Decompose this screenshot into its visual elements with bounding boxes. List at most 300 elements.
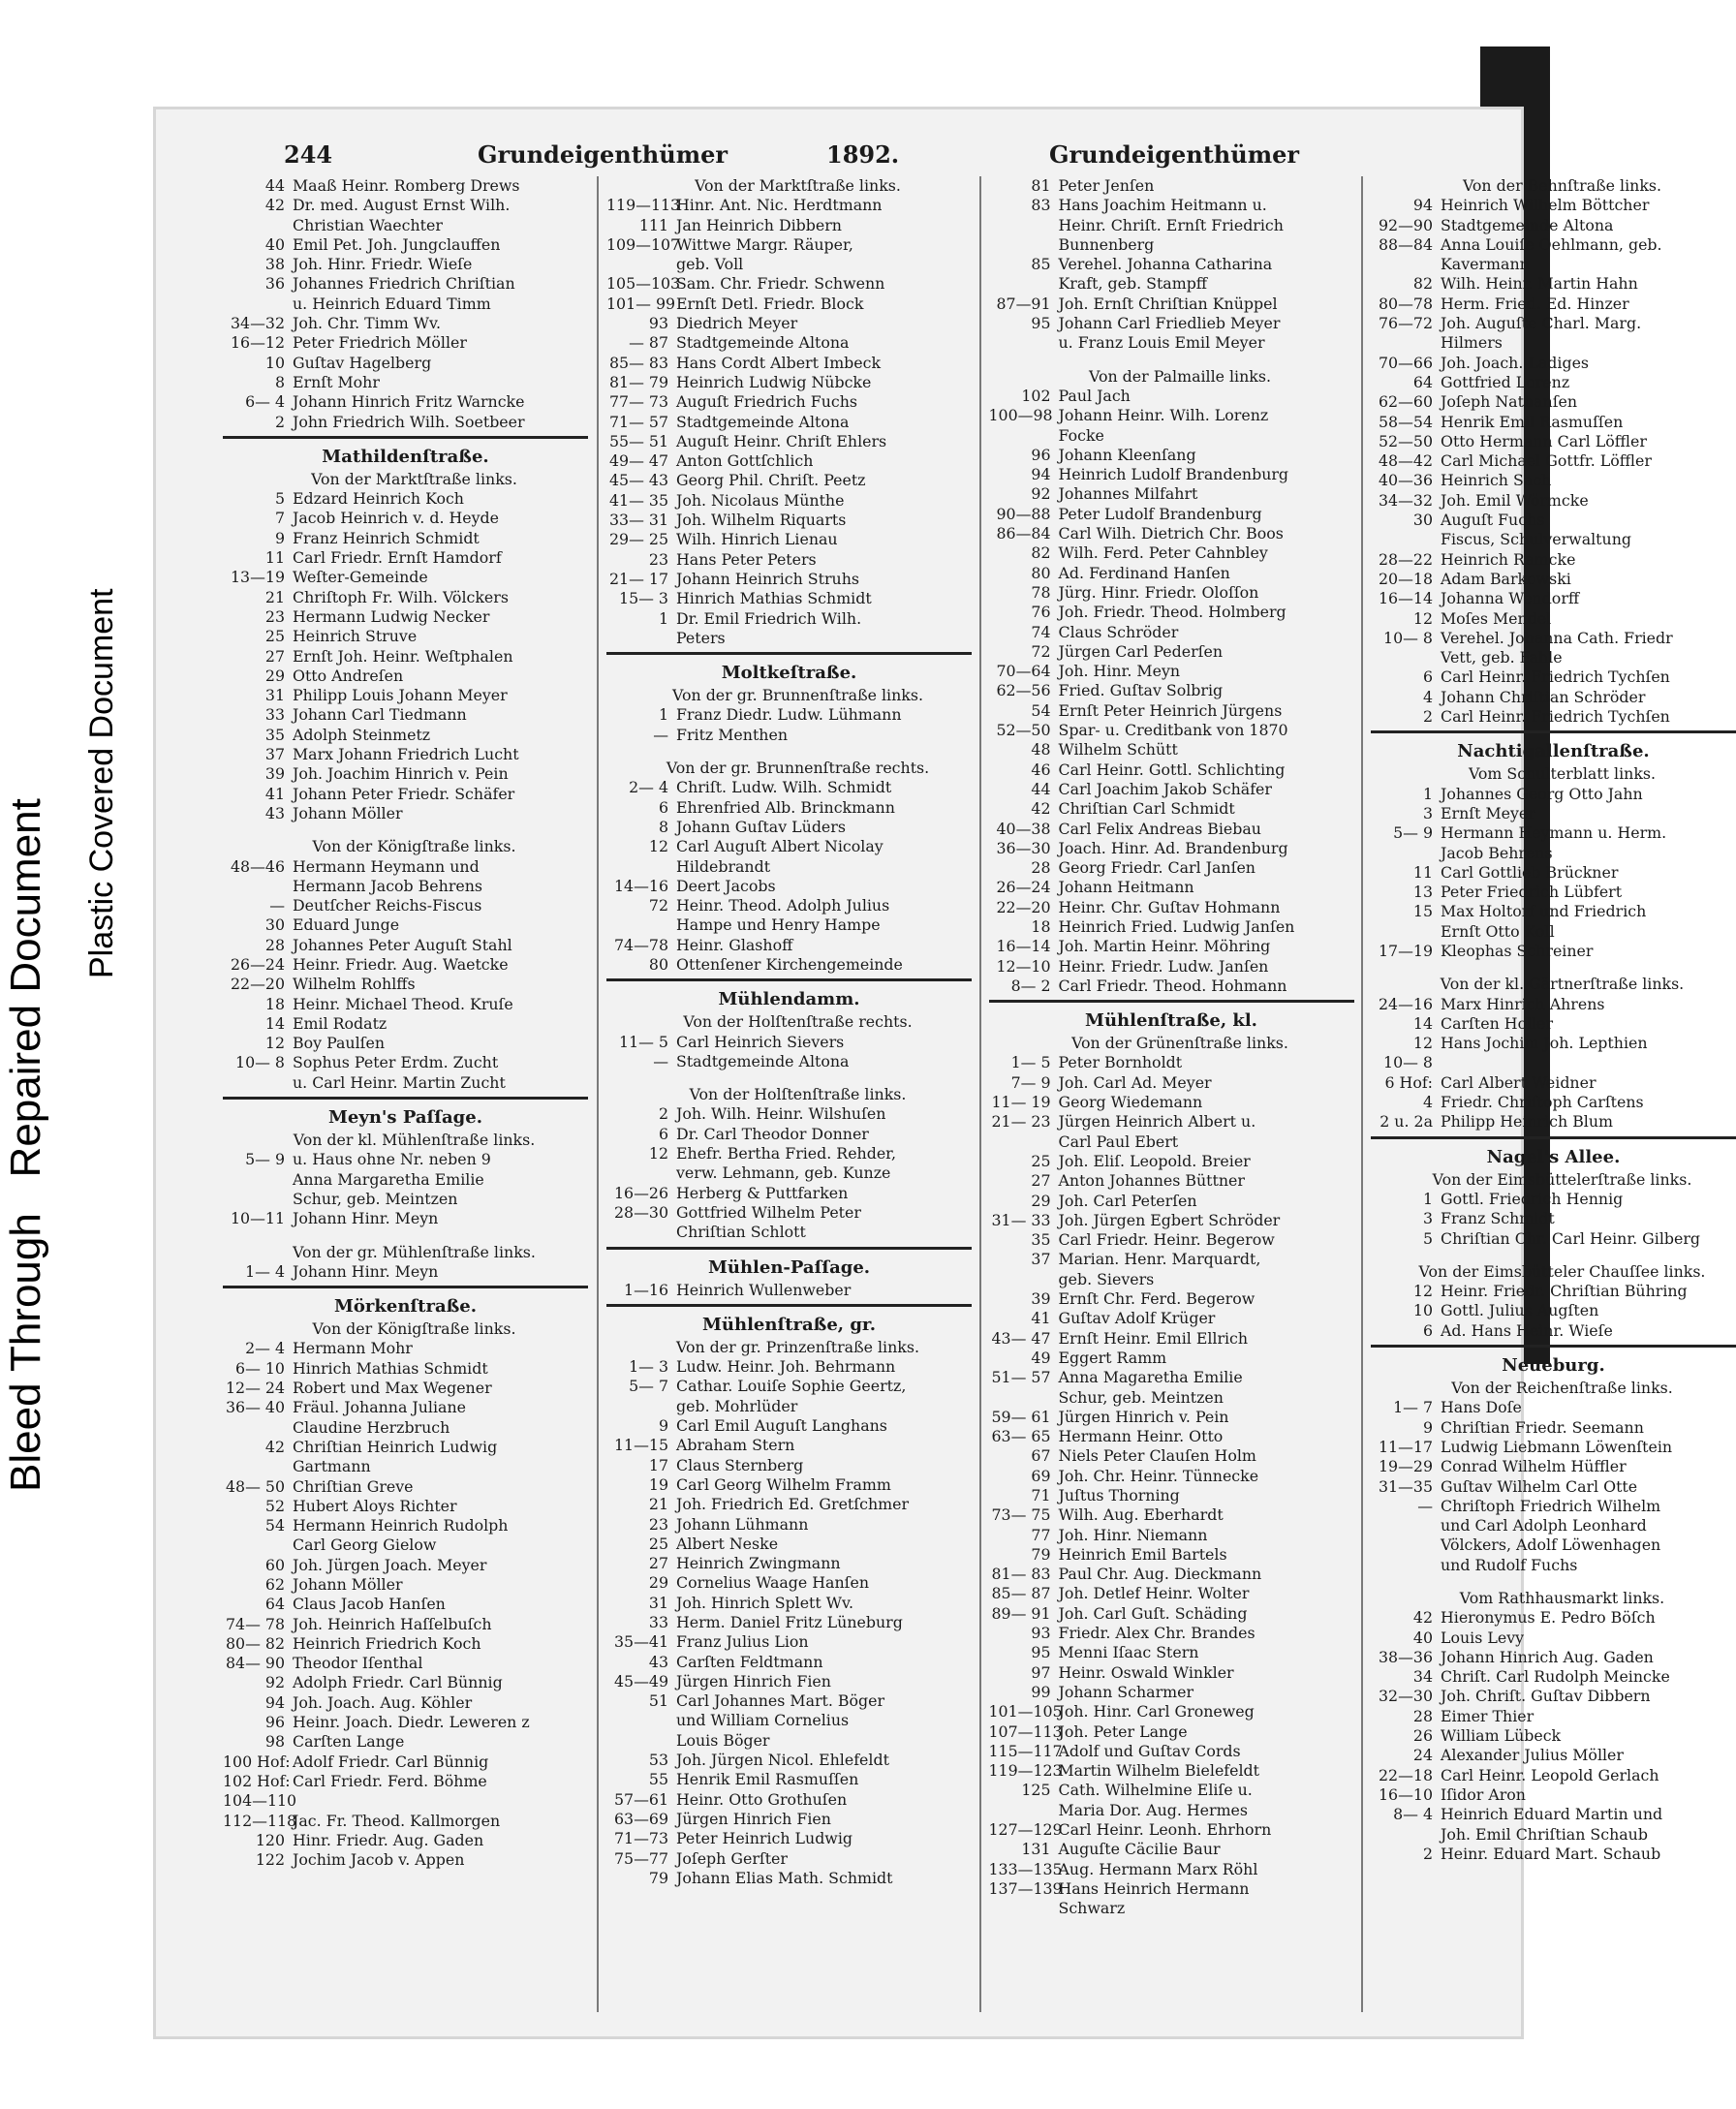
owner-name: Stadtgemeinde Altona — [1441, 215, 1614, 234]
house-number: 49 — [1031, 1348, 1051, 1367]
house-number: 96 — [264, 1713, 285, 1732]
entry-row — [1371, 491, 1736, 511]
entry-row — [1371, 1093, 1736, 1112]
house-number: 40 — [1412, 1628, 1433, 1647]
house-number: 93 — [648, 314, 668, 333]
house-number: 33 — [264, 705, 285, 725]
entry-row — [989, 1683, 1354, 1702]
owner-name: Chriſtian Heinrich Ludwig — [293, 1437, 498, 1456]
entry-row — [989, 333, 1354, 353]
entry-row — [1371, 707, 1736, 727]
owner-name: Sam. Chr. Friedr. Schwenn — [676, 274, 885, 294]
owner-name: Maria Dor. Aug. Hermes — [1058, 1800, 1249, 1819]
entry-row — [606, 1475, 972, 1495]
entry-row — [223, 235, 588, 255]
house-number: 77 — [1031, 1525, 1051, 1544]
entry-row — [989, 1702, 1354, 1721]
owner-name: Carſten Holler — [1441, 1013, 1554, 1033]
house-number: 69 — [1031, 1466, 1051, 1485]
entry-row — [223, 1339, 588, 1358]
owner-name: Carl Heinr. Gottl. Schlichting — [1058, 760, 1286, 779]
owner-name: Peter Jenſen — [1058, 176, 1155, 195]
entry-row — [606, 1033, 972, 1052]
entry-row — [606, 196, 972, 215]
house-number: 21— 17 — [608, 569, 668, 588]
house-number: 5 — [274, 489, 285, 509]
entry-row — [1371, 1556, 1736, 1575]
column-3 — [989, 176, 1354, 1919]
owner-name: Hans Jochim Joh. Lepthien — [1441, 1034, 1648, 1053]
house-number: 98 — [264, 1732, 285, 1752]
house-number: 25 — [648, 1534, 668, 1553]
entry-row — [606, 837, 972, 856]
owner-name: Joh. Jürgen Joach. Meyer — [293, 1555, 487, 1574]
house-number: 2 — [1422, 1844, 1433, 1863]
entry-row — [223, 1457, 588, 1476]
house-number: — 87 — [629, 333, 668, 353]
entry-row — [989, 564, 1354, 583]
entry-row — [606, 1653, 972, 1672]
entry-row — [1371, 1746, 1736, 1765]
house-number: 51 — [648, 1691, 668, 1711]
entry-row — [223, 667, 588, 686]
house-number: 11 — [1412, 862, 1433, 882]
house-number: 1— 5 — [1010, 1053, 1051, 1072]
owner-name: Bunnenberg — [1058, 234, 1155, 254]
house-number — [223, 1457, 293, 1476]
owner-name: Heinrich Wullenweber — [676, 1280, 852, 1299]
owner-name: Herberg & Puttfarken — [676, 1183, 849, 1202]
entry-row — [1371, 413, 1736, 432]
owner-name: Joh. Friedr. Theod. Holmberg — [1058, 603, 1286, 622]
entry-row — [989, 446, 1354, 465]
house-number: 14 — [1412, 1013, 1433, 1033]
entry-row — [1371, 1073, 1736, 1093]
house-number: 35—41 — [614, 1632, 668, 1652]
entry-row — [1371, 1497, 1736, 1516]
entry-row — [1371, 1190, 1736, 1209]
house-number: 34 — [1412, 1667, 1433, 1687]
entry-row — [606, 1052, 972, 1071]
owner-name: Joſeph Gerſter — [676, 1848, 788, 1868]
entry-row — [223, 726, 588, 745]
house-number — [989, 426, 1059, 446]
owner-name: Guſtav Wilhelm Carl Otte — [1441, 1476, 1638, 1496]
owner-name: Stadtgemeinde Altona — [676, 1051, 850, 1070]
owner-name: Louis Levy — [1441, 1628, 1525, 1647]
house-number: 55 — [648, 1770, 668, 1789]
house-number: 22—18 — [1379, 1765, 1433, 1784]
entry-row — [606, 629, 972, 648]
owner-name: Edzard Heinrich Koch — [293, 489, 464, 509]
column-divider — [1361, 176, 1363, 2012]
house-number: 44 — [1031, 779, 1051, 798]
entry-row — [223, 1831, 588, 1850]
plastic-covered-label: Plastic Covered Document — [83, 588, 120, 978]
house-number: 1— 7 — [1393, 1398, 1433, 1417]
house-number: 137—139 — [988, 1878, 1063, 1898]
entry-row — [1371, 1608, 1736, 1628]
entry-row — [1371, 314, 1736, 333]
owner-name: Völckers, Adolf Löwenhagen — [1441, 1535, 1661, 1555]
owner-name: Carl Johannes Mart. Böger — [676, 1691, 885, 1711]
owner-name: Ernſt Meyer — [1441, 803, 1535, 822]
entry-row — [1371, 1398, 1736, 1417]
house-number: 70—64 — [996, 662, 1051, 681]
entry-row — [1371, 1845, 1736, 1864]
house-number: 28—30 — [614, 1202, 668, 1222]
owner-name: Auguſte Cäcilie Baur — [1058, 1840, 1221, 1859]
entry-row — [989, 216, 1354, 235]
header-year: 1892. — [826, 140, 900, 169]
house-number: 39 — [1031, 1289, 1051, 1309]
house-number: 21 — [264, 587, 285, 606]
owner-name: Ludwig Liebmann Löwenſtein — [1441, 1437, 1673, 1456]
house-number: 4 — [1422, 687, 1433, 706]
entry-row — [606, 915, 972, 935]
house-number — [989, 1899, 1059, 1918]
entry-row — [606, 451, 972, 471]
direction-line: Von der Reichenſtraße links. — [1451, 1379, 1673, 1398]
entry-row — [223, 1791, 588, 1811]
owner-name: Wilhelm Schütt — [1058, 740, 1178, 760]
house-number: 100 Hof: — [223, 1752, 291, 1771]
entry-row — [1371, 550, 1736, 570]
house-number: 2 — [658, 1104, 668, 1124]
house-number: 11 — [264, 548, 285, 568]
house-number: 48—42 — [1379, 451, 1433, 471]
section-rule — [1371, 1136, 1736, 1139]
entry-row — [606, 314, 972, 333]
owner-name: Joh. Wilhelm Riquarts — [676, 511, 847, 530]
entry-row — [223, 1615, 588, 1634]
owner-name: Carl Heinrich Sievers — [676, 1032, 845, 1051]
entry-row — [989, 898, 1354, 917]
entry-row — [606, 235, 972, 255]
house-number: 92 — [264, 1673, 285, 1692]
owner-name: Peter Bornholdt — [1058, 1053, 1183, 1072]
house-number: 30 — [1412, 511, 1433, 530]
house-number: 93 — [1031, 1624, 1051, 1643]
owner-name: Johanna Wendorff — [1441, 589, 1580, 608]
entry-row — [989, 1879, 1354, 1899]
entry-row — [606, 1184, 972, 1203]
owner-name: Chriſtoph Fr. Wilh. Völckers — [293, 587, 509, 606]
house-number: 76—72 — [1379, 314, 1433, 333]
entry-row — [606, 1731, 972, 1751]
house-number: 12—10 — [996, 956, 1051, 976]
owner-name: Johannes Friedrich Chriſtian — [293, 274, 515, 294]
house-number: 115—117 — [988, 1741, 1063, 1760]
entry-row — [606, 798, 972, 818]
house-number: 81 — [1031, 176, 1051, 195]
house-number: 43 — [648, 1652, 668, 1671]
house-number: 9 — [1422, 1417, 1433, 1437]
owner-name: Fräul. Johanna Juliane — [293, 1398, 466, 1417]
entry-row — [606, 877, 972, 896]
owner-name: Marx Johann Friedrich Lucht — [293, 745, 519, 764]
entry-row — [989, 255, 1354, 274]
house-number: 120 — [255, 1830, 285, 1849]
house-number: 54 — [1031, 700, 1051, 720]
owner-name: Jürgen Hinrich Fien — [676, 1809, 831, 1828]
entry-row — [1371, 354, 1736, 373]
entry-row — [223, 392, 588, 412]
entry-row — [223, 1150, 588, 1169]
owner-name: Hermann Heinrich Rudolph — [293, 1516, 509, 1535]
house-number — [989, 1388, 1059, 1408]
owner-name: Stadtgemeinde Altona — [676, 412, 850, 431]
entry-row — [989, 740, 1354, 760]
house-number: 29 — [1031, 1191, 1051, 1210]
entry-row — [989, 937, 1354, 956]
entry-row — [1371, 1805, 1736, 1824]
owner-name: Paul Jach — [1058, 386, 1131, 405]
owner-name: und Carl Adolph Leonhard — [1441, 1516, 1647, 1535]
owner-name: Marian. Henr. Marquardt, — [1058, 1250, 1261, 1269]
house-number — [1371, 255, 1441, 274]
entry-row — [1371, 1034, 1736, 1053]
entry-row — [223, 1497, 588, 1516]
entry-row — [1371, 255, 1736, 274]
entry-row — [989, 484, 1354, 504]
entry-row — [989, 1604, 1354, 1624]
owner-name: Joh. Ernſt Chriſtian Knüppel — [1058, 294, 1278, 313]
entry-row — [1371, 530, 1736, 549]
entry-row — [989, 1801, 1354, 1820]
house-number: 31—35 — [1379, 1476, 1433, 1496]
direction-line: Von der kl. Gärtnerſtraße links. — [1440, 975, 1685, 994]
house-number: 35 — [1031, 1230, 1051, 1250]
house-number: 26 — [1412, 1726, 1433, 1746]
house-number: 35 — [264, 725, 285, 744]
entry-row — [223, 647, 588, 667]
entry-row — [1371, 1535, 1736, 1555]
house-number: 64 — [264, 1595, 285, 1614]
direction-line: Von der Palmaille links. — [1089, 366, 1271, 386]
entry-row — [606, 1357, 972, 1377]
entry-row — [1371, 844, 1736, 863]
entry-row — [1371, 804, 1736, 823]
house-number — [989, 1132, 1059, 1152]
house-number — [1371, 1825, 1441, 1845]
entry-row — [606, 1144, 972, 1163]
owner-name: Claus Jacob Hanſen — [293, 1595, 446, 1614]
house-number: 6 — [1422, 667, 1433, 687]
house-number: 9 — [658, 1416, 668, 1436]
owner-name — [293, 1791, 588, 1811]
owner-name: Dr. Carl Theodor Donner — [676, 1124, 869, 1143]
house-number: 67 — [1031, 1446, 1051, 1466]
owner-name: Hans Doſe — [1441, 1398, 1522, 1417]
entry-row — [606, 1495, 972, 1514]
house-number: 21— 23 — [991, 1112, 1051, 1132]
entry-row — [223, 274, 588, 294]
owner-name: Gottl. Friedrich Hennig — [1441, 1189, 1624, 1208]
entry-row — [989, 1526, 1354, 1545]
house-number: 11— 19 — [991, 1093, 1051, 1112]
owner-name: Heinr. Theod. Adolph Julius — [676, 896, 890, 915]
house-number: 92 — [1031, 484, 1051, 504]
entry-row — [606, 491, 972, 511]
street-heading: Nachtigallenſtraße. — [1457, 741, 1650, 762]
house-number — [1371, 844, 1441, 863]
owner-name: Johann Hinr. Meyn — [293, 1261, 439, 1281]
house-number: 52 — [264, 1496, 285, 1515]
entry-row — [989, 780, 1354, 799]
owner-name: Johann Heitmann — [1058, 878, 1194, 897]
entry-row — [606, 1377, 972, 1396]
entry-row — [1371, 688, 1736, 707]
house-number: 9 — [274, 528, 285, 547]
house-number: 81— 79 — [608, 372, 668, 391]
house-number — [606, 1397, 676, 1416]
owner-name: Johann Hinrich Aug. Gaden — [1441, 1647, 1654, 1666]
entry-row — [223, 1556, 588, 1575]
owner-name: geb. Sievers — [1058, 1269, 1155, 1288]
owner-name: Carſten Lange — [293, 1732, 405, 1752]
owner-name: Theodor Iſenthal — [293, 1654, 423, 1673]
house-number — [1371, 1535, 1441, 1555]
owner-name: Dr. med. August Ernst Wilh. — [293, 196, 511, 215]
entry-row — [989, 1073, 1354, 1093]
owner-name: Heinr. Chriſt. Ernſt Friedrich — [1058, 215, 1284, 234]
house-number: 94 — [264, 1692, 285, 1712]
owner-name: Conrad Wilhelm Hüffler — [1441, 1457, 1627, 1476]
owner-name: Cathar. Louiſe Sophie Geertz, — [676, 1377, 907, 1396]
owner-name: Joh. Carl Peterſen — [1058, 1191, 1197, 1210]
owner-name: Joh. Chriſt. Guſtav Dibbern — [1441, 1687, 1651, 1706]
entry-row — [223, 936, 588, 955]
entry-row — [1371, 823, 1736, 843]
owner-name: Johann Peter Friedr. Schäfer — [293, 784, 515, 803]
entry-row — [1371, 274, 1736, 294]
owner-name: Ernſt Joh. Heinr. Weſtphalen — [293, 646, 513, 666]
owner-name: Ehefr. Bertha Fried. Rehder, — [676, 1144, 897, 1163]
entry-row — [989, 878, 1354, 897]
house-number: 25 — [1031, 1151, 1051, 1170]
house-number: 10—11 — [231, 1209, 285, 1228]
owner-name: Hinrich Mathias Schmidt — [676, 589, 872, 608]
owner-name: Carl Emil Auguſt Langhans — [676, 1416, 887, 1436]
owner-name: Carl Heinr. Leonh. Ehrhorn — [1058, 1820, 1272, 1840]
entry-row — [989, 406, 1354, 425]
owner-name: Georg Wiedemann — [1058, 1093, 1203, 1112]
house-number — [223, 1535, 293, 1555]
house-number: 2 — [274, 412, 285, 431]
house-number: 31 — [648, 1593, 668, 1612]
house-number: 71—73 — [614, 1829, 668, 1848]
entry-row — [1371, 629, 1736, 648]
house-number: 43 — [264, 803, 285, 822]
entry-row — [606, 857, 972, 877]
entry-row — [606, 1594, 972, 1613]
owner-name: Ernſt Peter Heinrich Jürgens — [1058, 700, 1283, 720]
owner-name: Alexander Julius Möller — [1441, 1746, 1624, 1765]
entry-row — [1371, 1053, 1736, 1072]
house-number: 31 — [264, 686, 285, 705]
street-heading: Mörkenſtraße. — [333, 1296, 478, 1318]
header-left-title: Grundeigenthümer — [478, 140, 728, 169]
owner-name: Franz Diedr. Ludw. Lühmann — [676, 705, 902, 725]
entry-row — [606, 1711, 972, 1730]
column-1 — [223, 176, 588, 1870]
house-number: 72 — [1031, 641, 1051, 661]
house-number: 14 — [264, 1013, 285, 1033]
entry-row — [606, 570, 972, 589]
house-number — [606, 629, 676, 648]
owner-name: Carl Georg Wilhelm Framm — [676, 1474, 891, 1494]
house-number: 27 — [1031, 1171, 1051, 1191]
owner-name: Guſtav Adolf Krüger — [1058, 1309, 1216, 1328]
owner-name: Joh. Joachim Hinrich v. Pein — [293, 764, 509, 784]
house-number — [1371, 648, 1441, 667]
entry-row — [989, 1349, 1354, 1368]
house-number: 36 — [264, 274, 285, 294]
owner-name: Heinrich Ludolf Brandenburg — [1058, 465, 1289, 484]
house-number: 28—22 — [1379, 549, 1433, 569]
house-number: 8— 2 — [1010, 976, 1051, 995]
owner-name: Chriſt. Ludw. Wilh. Schmidt — [676, 778, 892, 797]
entry-row — [989, 583, 1354, 603]
owner-name: Joh. Peter Lange — [1058, 1721, 1188, 1741]
house-number: 62—56 — [996, 681, 1051, 700]
house-number — [1371, 530, 1441, 549]
owner-name: u. Carl Heinr. Martin Zucht — [293, 1072, 506, 1092]
owner-name: Eimer Thier — [1441, 1706, 1534, 1725]
house-number — [1371, 333, 1441, 353]
block-gap — [1371, 1575, 1736, 1589]
entry-row — [989, 1152, 1354, 1171]
entry-row — [989, 1486, 1354, 1505]
entry-row — [606, 1163, 972, 1183]
entry-row — [606, 333, 972, 353]
direction-line: Vom Schulterblatt links. — [1468, 764, 1657, 784]
owner-name: Hermann Heymann u. Herm. — [1441, 823, 1667, 843]
house-number: 133—135 — [988, 1859, 1063, 1878]
entry-row — [606, 1770, 972, 1789]
entry-row — [606, 1613, 972, 1632]
house-number: 8 — [274, 372, 285, 391]
house-number — [606, 915, 676, 935]
entry-row — [606, 1554, 972, 1573]
owner-name: Johann Elias Math. Schmidt — [676, 1868, 893, 1887]
entry-row — [223, 1850, 588, 1870]
owner-name: Carl Friedr. Heinr. Begerow — [1058, 1230, 1275, 1250]
entry-row — [989, 1467, 1354, 1486]
entry-row — [223, 995, 588, 1014]
owner-name: Albert Neske — [676, 1534, 779, 1553]
house-number: 1 — [1422, 1189, 1433, 1208]
owner-name: Joh. Hinr. Niemann — [1058, 1525, 1208, 1544]
entry-row — [1371, 667, 1736, 687]
owner-name: Deert Jacobs — [676, 876, 776, 895]
house-number: 100—98 — [988, 406, 1053, 425]
owner-name: Hubert Aloys Richter — [293, 1496, 457, 1515]
house-number: 38—36 — [1379, 1647, 1433, 1666]
house-number: 6 — [1422, 1320, 1433, 1340]
owner-name: Otto Hermann Carl Löffler — [1441, 431, 1647, 450]
house-number: 19 — [648, 1474, 668, 1494]
house-number: 107—113 — [988, 1721, 1063, 1741]
house-number: 1— 4 — [245, 1261, 285, 1281]
entry-row — [606, 1810, 972, 1829]
house-number: 99 — [1031, 1682, 1051, 1701]
owner-name: Ehrenfried Alb. Brinckmann — [676, 797, 895, 817]
entry-row — [223, 1379, 588, 1398]
house-number: 52—50 — [996, 721, 1051, 740]
direction-line: Von der Marktſtraße links. — [311, 469, 517, 488]
